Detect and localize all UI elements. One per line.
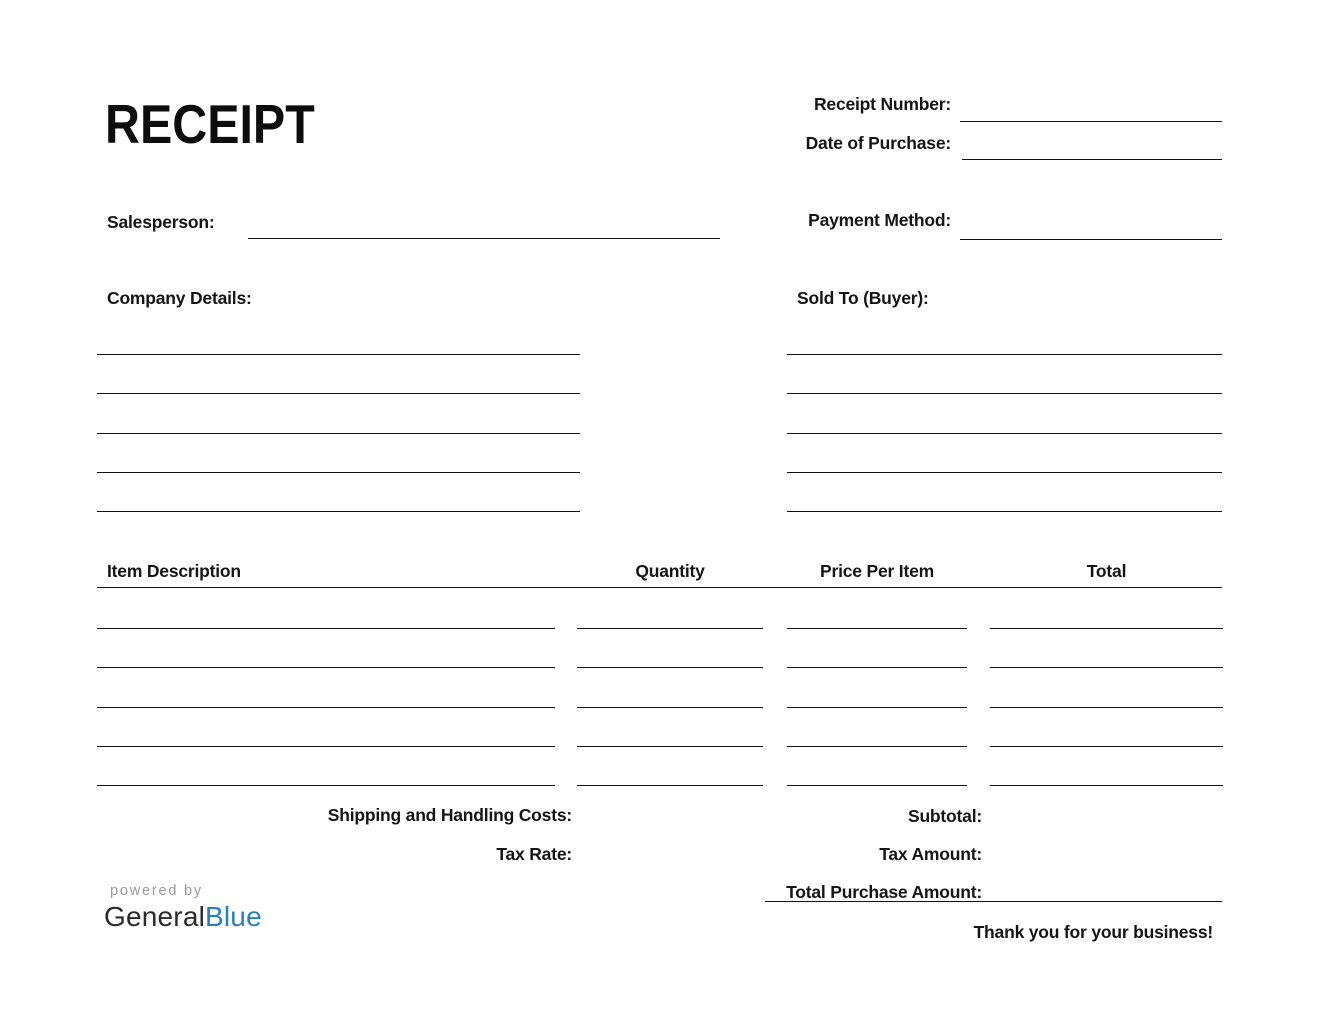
column-header-item-description: Item Description [107, 561, 241, 581]
receipt-number-label: Receipt Number: [813, 94, 951, 114]
column-header-total: Total [1086, 561, 1127, 581]
item-row-1-price-per-item-field[interactable] [787, 628, 967, 629]
general-blue-logo [104, 901, 262, 932]
tax-amount-label: Tax Amount: [879, 844, 982, 864]
total-purchase-amount-field[interactable] [765, 901, 1222, 902]
salesperson-label: Salesperson: [107, 212, 215, 232]
salesperson-field[interactable] [248, 238, 720, 239]
table-header-rule [97, 587, 1222, 588]
item-row-1-total-field[interactable] [990, 628, 1223, 629]
item-row-3-price-per-item-field[interactable] [787, 707, 967, 708]
item-row-2-total-field[interactable] [990, 667, 1223, 668]
item-row-3-item-description-field[interactable] [97, 707, 555, 708]
thank-you-message: Thank you for your business! [973, 922, 1213, 942]
logo-blue-text: Blue [205, 901, 262, 932]
item-row-4-quantity-field[interactable] [577, 746, 763, 747]
company-details-line-3[interactable] [97, 433, 580, 434]
sold-to-buyer-line-3[interactable] [787, 433, 1222, 434]
item-row-4-item-description-field[interactable] [97, 746, 555, 747]
date-of-purchase-label: Date of Purchase: [805, 133, 951, 153]
item-row-2-price-per-item-field[interactable] [787, 667, 967, 668]
page-title: RECEIPT [105, 93, 315, 155]
item-row-4-price-per-item-field[interactable] [787, 746, 967, 747]
company-details-line-4[interactable] [97, 472, 580, 473]
item-row-2-item-description-field[interactable] [97, 667, 555, 668]
company-details-label: Company Details: [107, 288, 252, 308]
sold-to-buyer-line-2[interactable] [787, 393, 1222, 394]
subtotal-label: Subtotal: [907, 806, 982, 826]
sold-to-buyer-line-4[interactable] [787, 472, 1222, 473]
company-details-line-5[interactable] [97, 511, 580, 512]
payment-method-label: Payment Method: [808, 210, 951, 230]
item-row-5-total-field[interactable] [990, 785, 1223, 786]
column-header-quantity: Quantity [635, 561, 705, 581]
tax-rate-label: Tax Rate: [496, 844, 572, 864]
item-row-5-price-per-item-field[interactable] [787, 785, 967, 786]
company-details-line-1[interactable] [97, 354, 580, 355]
item-row-4-total-field[interactable] [990, 746, 1223, 747]
receipt-number-field[interactable] [960, 121, 1222, 122]
item-row-3-total-field[interactable] [990, 707, 1223, 708]
item-row-2-quantity-field[interactable] [577, 667, 763, 668]
total-purchase-amount-label: Total Purchase Amount: [786, 882, 982, 902]
logo-general-text: General [104, 901, 206, 932]
column-header-price-per-item: Price Per Item [820, 561, 934, 581]
sold-to-buyer-label: Sold To (Buyer): [797, 288, 929, 308]
sold-to-buyer-line-5[interactable] [787, 511, 1222, 512]
date-of-purchase-field[interactable] [962, 159, 1222, 160]
item-row-5-item-description-field[interactable] [97, 785, 555, 786]
item-row-5-quantity-field[interactable] [577, 785, 763, 786]
sold-to-buyer-line-1[interactable] [787, 354, 1222, 355]
company-details-line-2[interactable] [97, 393, 580, 394]
item-row-1-item-description-field[interactable] [97, 628, 555, 629]
payment-method-field[interactable] [960, 239, 1222, 240]
shipping-and-handling-label: Shipping and Handling Costs: [327, 805, 572, 825]
item-row-1-quantity-field[interactable] [577, 628, 763, 629]
powered-by-text: powered by [110, 883, 203, 899]
item-row-3-quantity-field[interactable] [577, 707, 763, 708]
